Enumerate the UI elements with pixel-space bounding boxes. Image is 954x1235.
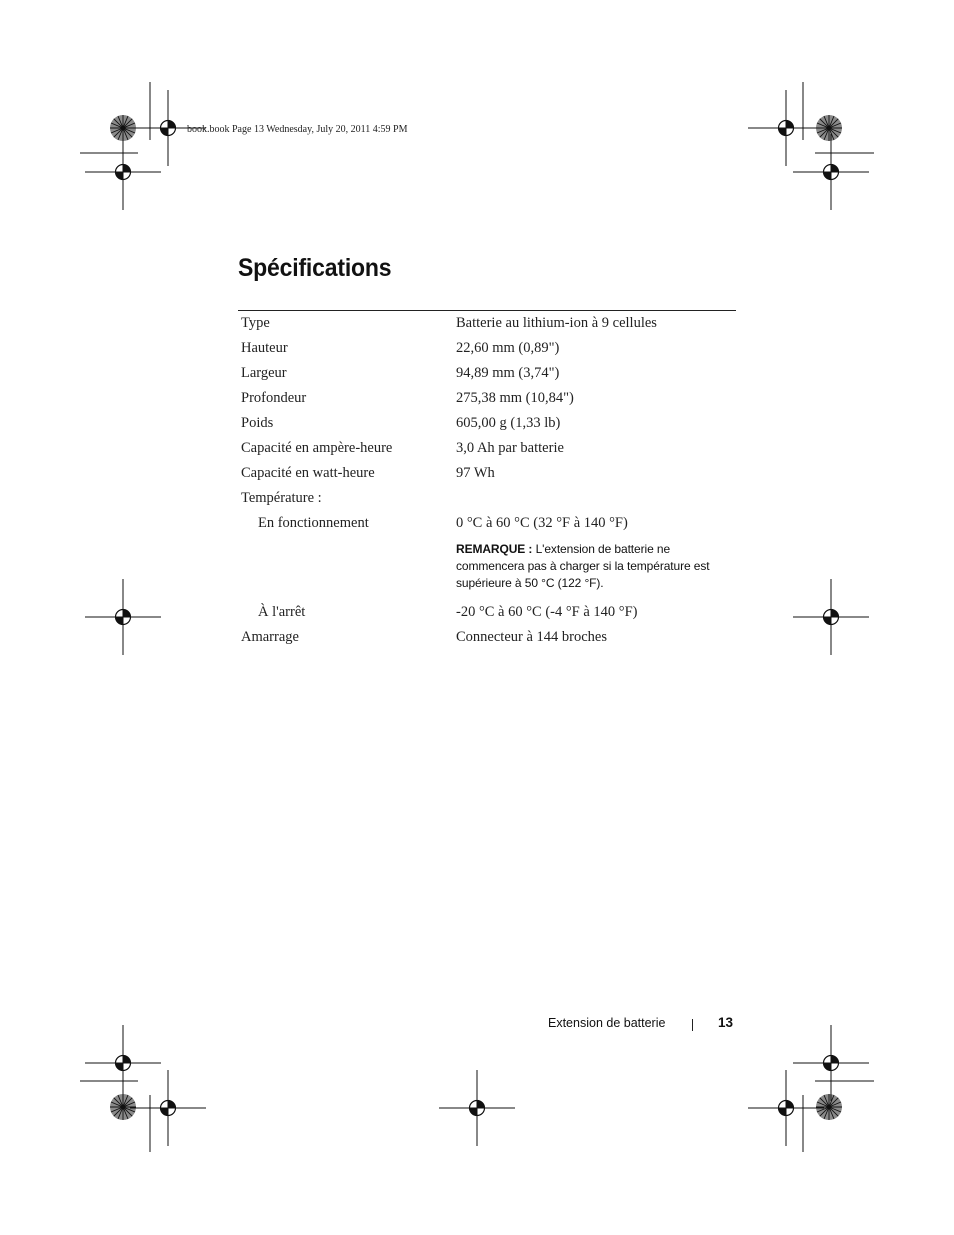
spec-label: Type <box>241 315 270 331</box>
page-number: 13 <box>718 1015 734 1030</box>
registration-mark-icon <box>85 579 161 655</box>
table-row <box>241 336 736 361</box>
footer-separator <box>692 1019 693 1031</box>
spec-value: 22,60 mm (0,89") <box>456 340 560 356</box>
spec-value: Connecteur à 144 broches <box>456 629 607 645</box>
table-row <box>241 386 736 411</box>
table-row <box>241 486 736 511</box>
registration-mark-icon <box>748 90 824 166</box>
spec-value <box>456 486 736 511</box>
spec-label: En fonctionnement <box>258 515 369 531</box>
table-row <box>241 361 736 386</box>
table-row <box>241 436 736 461</box>
spec-label: Hauteur <box>241 340 288 356</box>
page-title: Spécifications <box>238 254 392 282</box>
specifications-table <box>241 311 736 650</box>
spec-label: Profondeur <box>241 390 307 406</box>
spec-label: À l'arrêt <box>258 604 306 620</box>
spec-value: 94,89 mm (3,74") <box>456 365 560 381</box>
spec-label: Capacité en ampère-heure <box>241 440 393 456</box>
spec-value: 0 °C à 60 °C (32 °F à 140 °F) <box>456 515 628 531</box>
color-target-icon <box>816 1094 842 1120</box>
table-row <box>241 461 736 486</box>
spec-value: 605,00 g (1,33 lb) <box>456 415 561 431</box>
table-row <box>241 511 736 536</box>
registration-mark-icon <box>793 1025 869 1101</box>
registration-mark-icon <box>439 1070 515 1146</box>
table-row <box>241 411 736 436</box>
spec-label: Capacité en watt-heure <box>241 465 375 481</box>
spec-value: Batterie au lithium-ion à 9 cellules <box>456 315 657 331</box>
spec-value: 275,38 mm (10,84") <box>456 390 574 406</box>
table-row <box>241 311 736 336</box>
registration-mark-icon <box>85 134 161 210</box>
registration-mark-icon <box>793 134 869 210</box>
footer-section-title: Extension de batterie <box>548 1016 666 1030</box>
registration-mark-icon <box>85 1025 161 1101</box>
note-text: L'extension de batterie ne commencera pas à charger si la température est supérieure à 50 °C (122 °F). <box>456 542 710 590</box>
registration-mark-icon <box>130 1070 206 1146</box>
registration-mark-icon <box>748 1070 824 1146</box>
table-row <box>241 600 736 625</box>
note-row <box>241 536 736 600</box>
print-header: book.book Page 13 Wednesday, July 20, 2011 4:59 PM <box>187 124 408 135</box>
spec-label: Largeur <box>241 365 287 381</box>
spec-label: Température : <box>241 490 322 506</box>
spec-label: Poids <box>241 415 274 431</box>
spec-value: 3,0 Ah par batterie <box>456 440 564 456</box>
note-block <box>456 536 736 600</box>
spec-value: -20 °C à 60 °C (-4 °F à 140 °F) <box>456 604 638 620</box>
spec-label: Amarrage <box>241 629 299 645</box>
note-label: REMARQUE : <box>456 542 533 556</box>
spec-value: 97 Wh <box>456 465 495 481</box>
registration-mark-icon <box>793 579 869 655</box>
table-row <box>241 625 736 650</box>
